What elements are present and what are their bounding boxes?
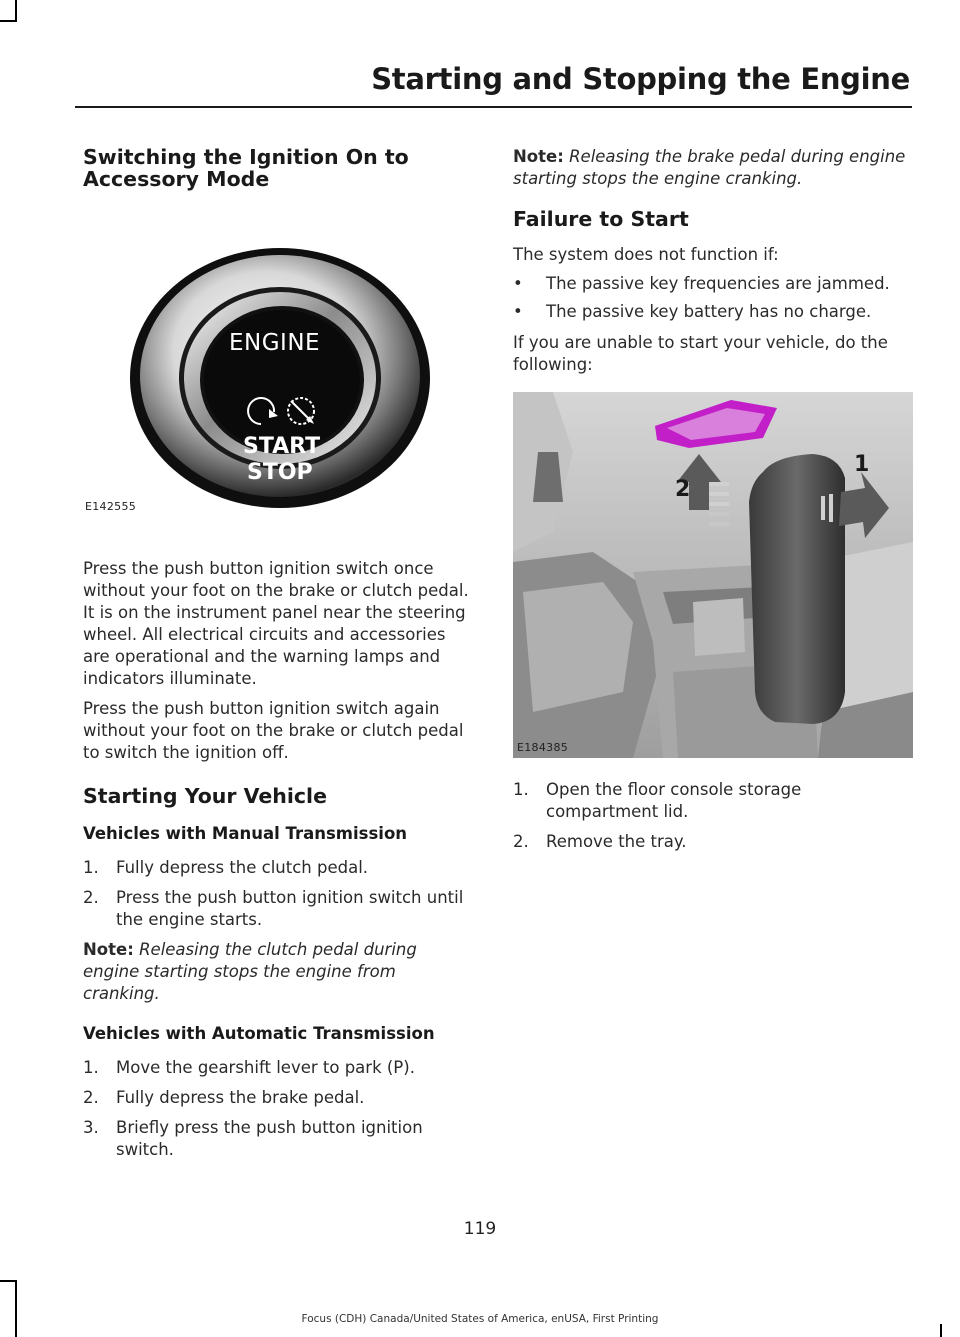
- left-column: [83, 146, 476, 1161]
- button-label-engine: ENGINE: [229, 330, 321, 356]
- button-label-start: START: [243, 434, 321, 459]
- right-column: [513, 146, 913, 853]
- floor-console-illustration: [513, 392, 913, 758]
- callout-2: 2: [675, 477, 691, 502]
- list-item: • The passive key battery has no charge.: [513, 302, 872, 321]
- paragraph: Press the push button ignition switch again without your foot on the brake or clutch pedal to switch the ignition off.: [83, 699, 464, 762]
- figure-code: E184385: [517, 741, 569, 754]
- note: [83, 939, 476, 1005]
- list-item: • The passive key frequencies are jammed.: [513, 274, 890, 293]
- button-label-stop: STOP: [247, 460, 313, 485]
- paragraph: Press the push button ignition switch once without your foot on the brake or clutch pedal. It is on the instrument panel near the steering wheel. All electrical circuits and accessories are operational and the warning lamps and indicators illuminate.: [83, 559, 469, 688]
- crop-mark-bottom-left-v: [15, 1280, 17, 1337]
- section-title-accessory-mode: Switching the Ignition On to Accessory Mode: [83, 145, 409, 191]
- list-item: 2. Fully depress the brake pedal.: [83, 1088, 365, 1107]
- subsection-title-manual: Vehicles with Manual Transmission: [83, 824, 408, 843]
- crop-mark-top-left-v: [15, 0, 17, 20]
- console-figure: [513, 392, 913, 758]
- note: [513, 146, 913, 190]
- page-number: 119: [463, 1219, 497, 1239]
- crop-mark-bottom-left-h: [0, 1280, 17, 1282]
- figure-code: E142555: [85, 500, 137, 513]
- engine-button-figure: [83, 206, 475, 518]
- failure-conditions: [513, 273, 913, 323]
- list-item: 1. Open the floor console storage compartment lid.: [513, 780, 802, 821]
- page-title: Starting and Stopping the Engine: [371, 62, 910, 96]
- paragraph: The system does not function if:: [513, 245, 779, 264]
- automatic-steps: [83, 1057, 476, 1161]
- list-item: 1. Fully depress the clutch pedal.: [83, 858, 369, 877]
- header-rule: [75, 106, 912, 108]
- list-item: 1. Move the gearshift lever to park (P).: [83, 1058, 415, 1077]
- crop-mark-bottom-right-v: [940, 1324, 942, 1337]
- note-label: Note:: [513, 147, 564, 166]
- note-label: Note:: [83, 940, 134, 959]
- paragraph: If you are unable to start your vehicle, do the following:: [513, 333, 888, 374]
- note-text: Releasing the brake pedal during engine starting stops the engine cranking.: [513, 147, 906, 188]
- list-item: 2. Press the push button ignition switch until the engine starts.: [83, 888, 464, 929]
- list-item: 2. Remove the tray.: [513, 832, 687, 851]
- subsection-title-automatic: Vehicles with Automatic Transmission: [83, 1024, 435, 1043]
- callout-1: 1: [854, 452, 870, 477]
- manual-steps: [83, 857, 476, 931]
- console-steps: [513, 779, 913, 853]
- section-title-starting: Starting Your Vehicle: [83, 784, 327, 808]
- footer-text: Focus (CDH) Canada/United States of America, enUSA, First Printing: [301, 1313, 659, 1325]
- section-title-failure-to-start: Failure to Start: [513, 207, 689, 231]
- note-text: Releasing the clutch pedal during engine starting stops the engine from cranking.: [83, 940, 417, 1003]
- list-item: 3. Briefly press the push button ignition switch.: [83, 1118, 423, 1159]
- crop-mark-top-left-h: [0, 20, 17, 22]
